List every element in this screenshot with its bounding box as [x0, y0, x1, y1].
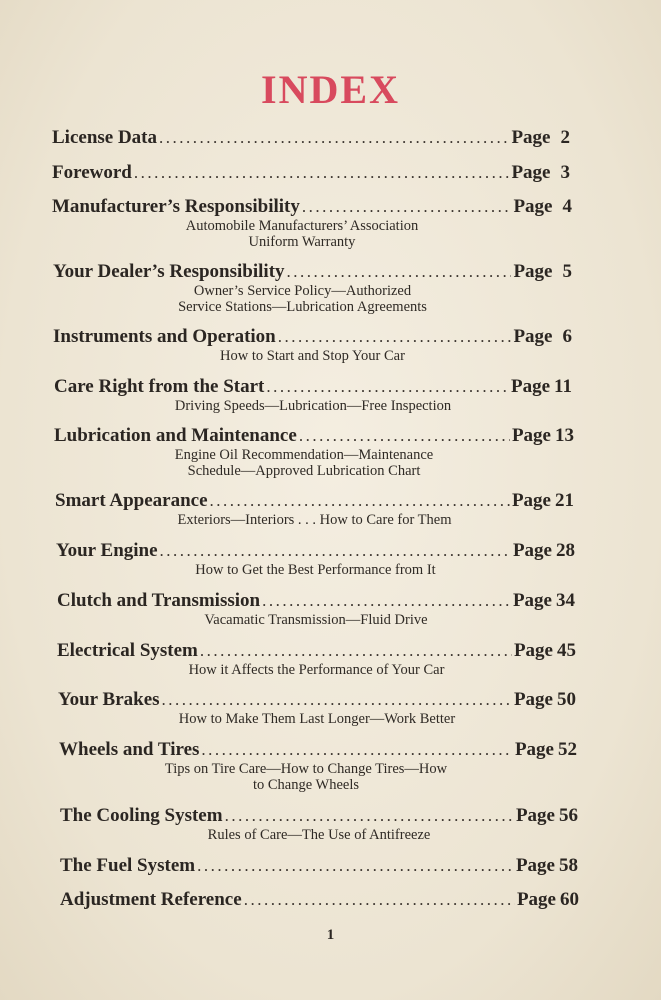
page-word: Page [511, 425, 551, 446]
entry-title: Care Right from the Start [54, 376, 265, 397]
entry-title: Adjustment Reference [60, 889, 242, 910]
entry-title: The Cooling System [60, 805, 223, 826]
page-number: 56 [559, 805, 578, 826]
page-title: INDEX [261, 67, 400, 112]
entry-row [52, 127, 570, 149]
entry-subtitle: to Change Wheels [252, 777, 360, 793]
index-entry [53, 261, 572, 315]
page-number: 3 [560, 162, 570, 183]
entry-subtitle: Schedule—Approved Lubrication Chart [187, 463, 421, 479]
dot-leader [266, 377, 509, 397]
page-number: 60 [560, 889, 579, 910]
page-word: Page [513, 640, 553, 661]
entry-title: Clutch and Transmission [57, 590, 261, 611]
entry-row [60, 889, 579, 911]
dot-leader [299, 426, 510, 446]
dot-leader [262, 591, 511, 611]
dot-leader [201, 740, 513, 760]
page-number: 5 [562, 261, 572, 282]
page-number: 11 [554, 376, 572, 397]
index-entry [59, 739, 577, 793]
entry-subtitle: Uniform Warranty [248, 234, 356, 250]
dot-leader [134, 163, 510, 183]
page-word: Page [511, 162, 551, 183]
page-word: Page [513, 326, 553, 347]
index-entry [58, 689, 576, 727]
index-entry [55, 490, 574, 528]
entry-subtitle: Owner’s Service Policy—Authorized [193, 283, 412, 299]
entry-title: Manufacturer’s Responsibility [52, 196, 300, 217]
index-entry [52, 162, 570, 184]
page-folio-number: 1 [326, 927, 335, 943]
dot-leader [159, 128, 509, 148]
dot-leader [160, 541, 511, 561]
dot-leader [244, 890, 515, 910]
index-entry [56, 540, 575, 578]
index-entry [53, 326, 572, 364]
entry-row [59, 739, 577, 761]
index-entry [52, 196, 572, 250]
entry-subtitle: Tips on Tire Care—How to Change Tires—How [164, 761, 448, 777]
entry-row [54, 425, 574, 447]
dot-leader [302, 197, 512, 217]
entry-subtitle: How to Start and Stop Your Car [220, 348, 405, 364]
entry-title: Wheels and Tires [59, 739, 200, 760]
entry-subtitle: Exteriors—Interiors . . . How to Care for Them [177, 512, 452, 528]
entry-subtitle: Automobile Manufacturers’ Association [185, 218, 419, 234]
index-entry [54, 425, 574, 479]
page-word: Page [516, 889, 556, 910]
entry-row [55, 490, 574, 512]
page-word: Page [514, 739, 554, 760]
page-number: 45 [557, 640, 576, 661]
page-number: 50 [557, 689, 576, 710]
entry-subtitle: How to Get the Best Performance from It [195, 562, 436, 578]
entry-title: Electrical System [57, 640, 198, 661]
entry-row [52, 196, 572, 218]
page-word: Page [512, 590, 552, 611]
page-number: 13 [555, 425, 574, 446]
page-word: Page [513, 261, 553, 282]
page-number: 2 [560, 127, 570, 148]
page-word: Page [513, 196, 553, 217]
page-word: Page [512, 540, 552, 561]
entry-row [52, 162, 570, 184]
page-word: Page [513, 689, 553, 710]
page-number: 6 [562, 326, 572, 347]
entry-title: The Fuel System [60, 855, 196, 876]
page-word: Page [511, 127, 551, 148]
entry-title: License Data [52, 127, 158, 148]
dot-leader [162, 690, 512, 710]
dot-leader [210, 491, 510, 511]
entry-title: Your Engine [56, 540, 158, 561]
entry-title: Your Dealer’s Responsibility [53, 261, 285, 282]
index-entry [57, 590, 575, 628]
page-word: Page [515, 805, 555, 826]
page-number: 21 [555, 490, 574, 511]
entry-row [54, 376, 572, 398]
entry-row [53, 326, 572, 348]
page-number: 52 [558, 739, 577, 760]
entry-row [60, 805, 578, 827]
entry-row [57, 590, 575, 612]
page-word: Page [511, 490, 551, 511]
entry-subtitle: How to Make Them Last Longer—Work Better [178, 711, 456, 727]
dot-leader [278, 327, 512, 347]
index-entry [60, 889, 579, 911]
entry-title: Lubrication and Maintenance [54, 425, 297, 446]
entry-title: Your Brakes [58, 689, 160, 710]
entry-title: Foreword [52, 162, 132, 183]
entry-row [57, 640, 576, 662]
entry-row [58, 689, 576, 711]
entry-row [56, 540, 575, 562]
entry-row [60, 855, 578, 877]
page-number: 34 [556, 590, 575, 611]
entry-subtitle: Rules of Care—The Use of Antifreeze [207, 827, 431, 843]
index-entry [57, 640, 576, 678]
page-number: 28 [556, 540, 575, 561]
dot-leader [197, 856, 514, 876]
index-entry [60, 855, 578, 877]
entry-subtitle: Vacamatic Transmission—Fluid Drive [204, 612, 428, 628]
dot-leader [225, 806, 514, 826]
entry-subtitle: How it Affects the Performance of Your Car [188, 662, 445, 678]
entry-subtitle: Service Stations—Lubrication Agreements [178, 299, 427, 315]
index-entry [52, 127, 570, 149]
page-word: Page [511, 376, 551, 397]
entry-title: Smart Appearance [55, 490, 208, 511]
page-number: 58 [559, 855, 578, 876]
entry-subtitle: Driving Speeds—Lubrication—Free Inspection [174, 398, 452, 414]
entry-subtitle: Engine Oil Recommendation—Maintenance [174, 447, 434, 463]
entry-title: Instruments and Operation [53, 326, 276, 347]
entry-row [53, 261, 572, 283]
index-entry [60, 805, 578, 843]
dot-leader [200, 641, 512, 661]
dot-leader [287, 262, 512, 282]
page-number: 4 [562, 196, 572, 217]
page-word: Page [515, 855, 555, 876]
index-entry [54, 376, 572, 414]
